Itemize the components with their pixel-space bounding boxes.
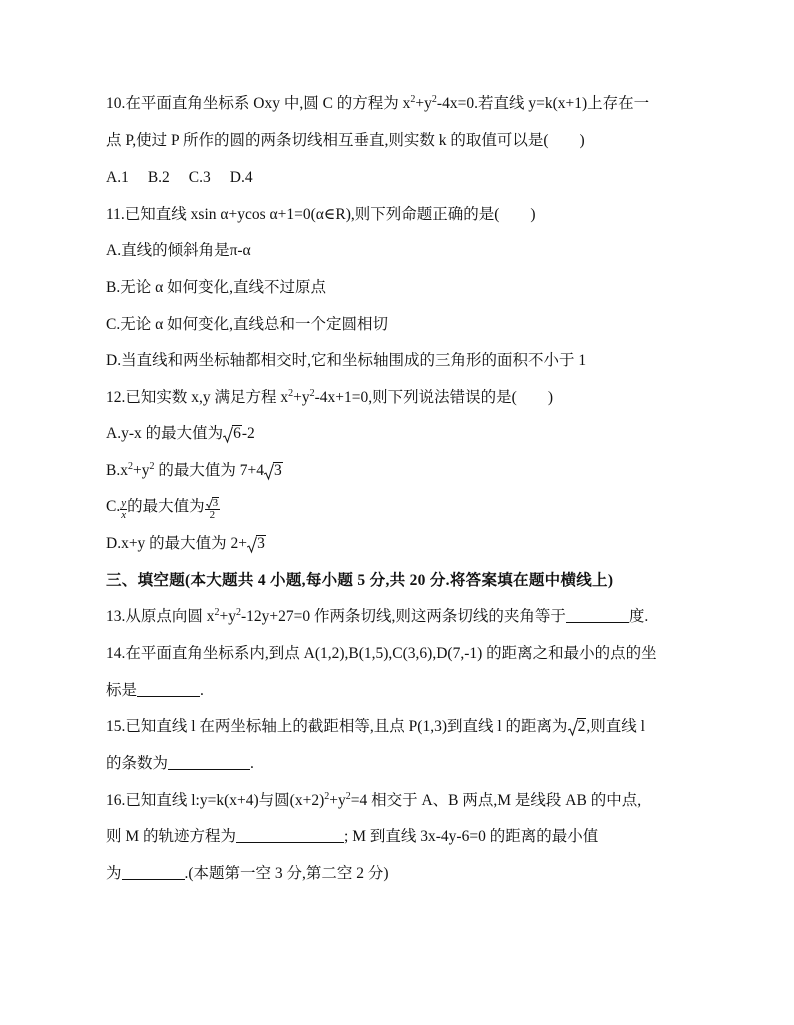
sqrt-arg: 3	[273, 462, 282, 479]
q15-pre: 15.已知直线 l 在两坐标轴上的截距相等,且点 P(1,3)到直线 l 的距离为	[106, 718, 568, 735]
frac-num	[205, 497, 221, 510]
sup: 2	[309, 388, 315, 399]
q15-line2-pre: 的条数为	[106, 755, 169, 772]
sqrt-arg: 3	[212, 497, 219, 509]
q12-option-c	[106, 497, 220, 521]
sup: 2	[214, 607, 220, 618]
answer-blank[interactable]	[566, 607, 629, 623]
q13-pre: 13.从原点向圆 x	[106, 608, 215, 625]
section-heading: 三、填空题(本大题共 4 小题,每小题 5 分,共 20 分.将答案填在题中横线上)	[106, 572, 614, 589]
sup: 2	[345, 791, 351, 802]
radical-icon	[206, 498, 213, 509]
q12-b-pre: B.x	[106, 462, 128, 479]
q12-d-pre: D.x+y 的最大值为 2+	[106, 535, 248, 552]
q11-option-a: A.直线的倾斜角是π-α	[106, 242, 251, 259]
q15-line2	[106, 754, 254, 774]
q11-option-b: B.无论 α 如何变化,直线不过原点	[106, 279, 326, 296]
sup: 2	[431, 94, 437, 105]
q13-mid2: -12y+27=0 作两条切线,则这两条切线的夹角等于	[241, 608, 566, 625]
sup: 2	[149, 461, 155, 472]
q12-option-b	[106, 461, 283, 481]
q16-line1-c: =4 相交于 A、B 两点,M 是线段 AB 的中点,	[350, 792, 642, 809]
q10-option-a: A.1	[106, 169, 129, 186]
radical-icon	[264, 463, 274, 481]
q16-line1-a: 16.已知直线 l:y=k(x+4)与圆(x+2)	[106, 792, 325, 809]
answer-blank[interactable]	[122, 864, 185, 880]
q10-text-b: +y	[415, 95, 432, 112]
q10-line1	[106, 94, 649, 114]
q10-option-d: D.4	[229, 169, 253, 186]
sup: 2	[324, 791, 330, 802]
fraction-sqrt3-over-2	[205, 497, 221, 521]
sqrt-arg: 6	[233, 425, 241, 442]
frac-den: 2	[209, 509, 216, 521]
sqrt-symbol	[264, 461, 283, 481]
q10-option-c: C.3	[188, 169, 211, 186]
sup: 2	[127, 461, 133, 472]
q16-line2-pre: 则 M 的轨迹方程为	[106, 828, 237, 845]
q12-b-mid2: 的最大值为 7+4	[154, 462, 264, 479]
sup: 2	[236, 607, 242, 618]
frac-num: y	[121, 497, 127, 509]
q14-line2-pre: 标是	[106, 682, 138, 699]
answer-blank[interactable]	[236, 827, 344, 843]
q11-option-d: D.当直线和两坐标轴都相交时,它和坐标轴围成的三角形的面积不小于 1	[106, 352, 587, 369]
q10-options	[106, 168, 272, 188]
sup: 2	[410, 94, 416, 105]
q10-option-b: B.2	[147, 169, 170, 186]
q12-b-mid: +y	[132, 462, 150, 479]
radical-icon	[247, 536, 257, 554]
radical-icon	[568, 719, 578, 737]
q14-line2-post: .	[200, 682, 204, 699]
sqrt-arg: 3	[257, 535, 265, 552]
q14-line1: 14.在平面直角坐标系内,到点 A(1,2),B(1,5),C(3,6),D(7,-1) 的距离之和最小的点的坐	[106, 645, 657, 662]
sqrt-symbol	[223, 424, 242, 444]
q12-stem	[106, 388, 553, 408]
q12-option-a	[106, 424, 255, 444]
answer-blank[interactable]	[168, 754, 250, 770]
q15-line2-post: .	[250, 755, 254, 772]
sup: 2	[288, 388, 294, 399]
q16-line3	[106, 864, 389, 884]
sqrt-symbol	[568, 717, 587, 737]
q16-line2-post: ; M 到直线 3x-4y-6=0 的距离的最小值	[344, 828, 599, 845]
q12-a-post: -2	[241, 425, 255, 442]
answer-blank[interactable]	[137, 681, 200, 697]
sqrt-symbol	[247, 534, 266, 554]
q16-line3-pre: 为	[106, 865, 122, 882]
q14-line2	[106, 681, 204, 701]
q13-line	[106, 607, 648, 627]
q12-stem-b: +y	[293, 389, 310, 406]
sqrt-symbol	[206, 497, 220, 509]
q15-post: ,则直线 l	[586, 718, 645, 735]
q11-stem: 11.已知直线 xsin α+ycos α+1=0(α∈R),则下列命题正确的是( )	[106, 206, 536, 223]
q15-line1	[106, 717, 645, 737]
q13-mid: +y	[219, 608, 237, 625]
q12-c-mid: 的最大值为	[127, 498, 205, 515]
q12-c-pre: C.	[106, 498, 121, 515]
q10-line2: 点 P,使过 P 所作的圆的两条切线相互垂直,则实数 k 的取值可以是( )	[106, 132, 585, 149]
q12-stem-c: -4x+1=0,则下列说法错误的是( )	[314, 389, 553, 406]
frac-den: x	[121, 509, 127, 521]
radical-icon	[223, 426, 233, 444]
q10-text-c: -4x=0.若直线 y=k(x+1)上存在一	[436, 95, 650, 112]
q16-line1	[106, 791, 641, 811]
sqrt-arg: 2	[577, 718, 586, 735]
q16-line1-b: +y	[329, 792, 346, 809]
q13-post: 度.	[628, 608, 649, 625]
q11-option-c: C.无论 α 如何变化,直线总和一个定圆相切	[106, 316, 388, 333]
q10-text-a: 10.在平面直角坐标系 Oxy 中,圆 C 的方程为 x	[106, 95, 411, 112]
q12-stem-a: 12.已知实数 x,y 满足方程 x	[106, 389, 289, 406]
q16-line3-post: .(本题第一空 3 分,第二空 2 分)	[184, 865, 389, 882]
q12-a-pre: A.y-x 的最大值为	[106, 425, 224, 442]
q16-line2	[106, 827, 598, 847]
q12-option-d	[106, 534, 266, 554]
